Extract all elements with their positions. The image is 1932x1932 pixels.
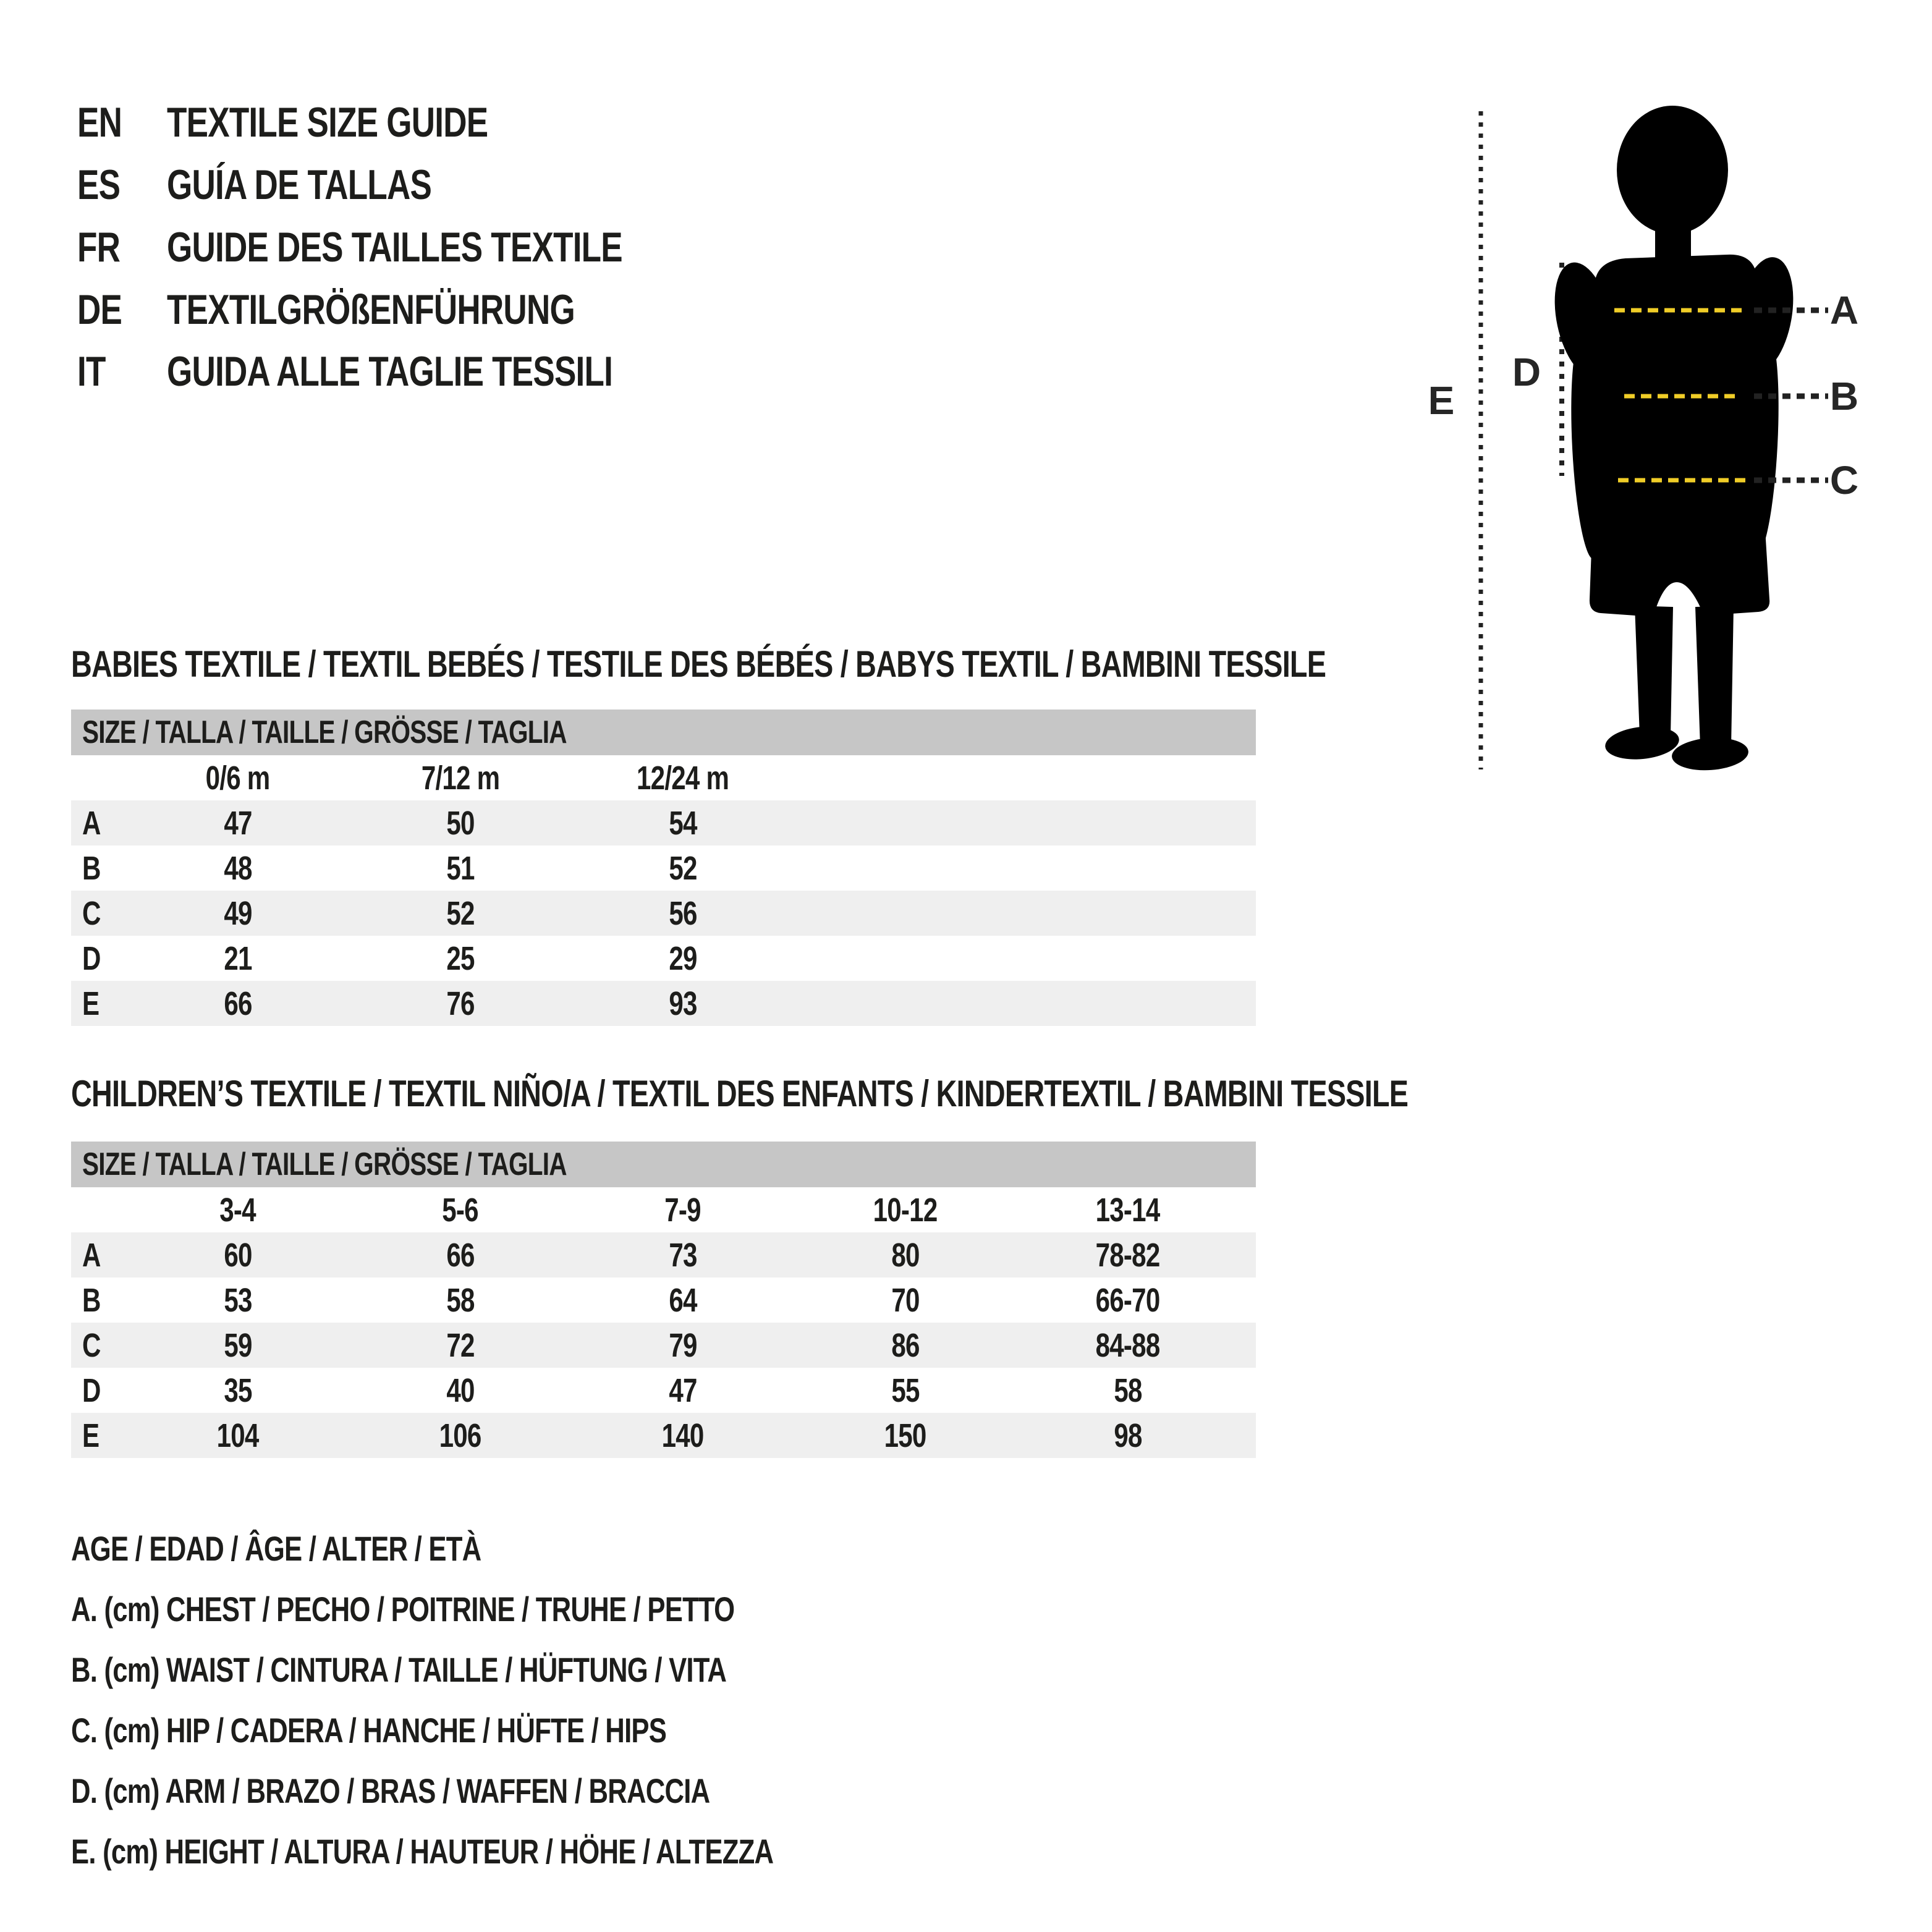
table-cell	[572, 1326, 794, 1365]
table-cell	[572, 985, 794, 1023]
table-cell	[349, 1417, 572, 1455]
cell-value: 40	[446, 1371, 475, 1409]
cell-value: 35	[224, 1371, 252, 1409]
row-label	[71, 849, 127, 888]
legend-line: C. (cm) HIP / CADERA / HANCHE / HÜFTE / HIPS	[71, 1711, 667, 1750]
row-label-text: E	[82, 985, 100, 1022]
cell-value: 79	[669, 1326, 697, 1364]
measurement-figure	[1409, 87, 1932, 803]
table-cell	[572, 849, 794, 888]
size-header-bar	[71, 1142, 1256, 1187]
cell-value: 59	[224, 1326, 252, 1364]
row-label	[71, 985, 127, 1023]
table-cell	[127, 1371, 349, 1410]
language-code: FR	[77, 224, 121, 271]
language-title: TEXTILE SIZE GUIDE	[167, 99, 488, 146]
legend-line: E. (cm) HEIGHT / ALTURA / HAUTEUR / HÖHE / ALTEZZA	[71, 1832, 774, 1871]
table-row	[71, 800, 1256, 845]
language-title: GUIDE DES TAILLES TEXTILE	[167, 224, 622, 271]
child-silhouette	[1545, 106, 1802, 773]
size-header-bar	[71, 710, 1256, 755]
table-cell	[1017, 1371, 1239, 1410]
table-column-header-row	[71, 1187, 1256, 1232]
cell-value: 98	[1114, 1417, 1142, 1454]
table-cell	[349, 1371, 572, 1410]
column-header-label: 13-14	[1096, 1191, 1160, 1229]
cell-value: 54	[669, 804, 697, 842]
language-code: IT	[77, 348, 106, 395]
table-row	[71, 891, 1256, 936]
table-row	[71, 981, 1256, 1026]
table-cell	[1017, 1417, 1239, 1455]
table-row	[71, 1277, 1256, 1323]
table-cell	[349, 939, 572, 978]
column-header	[572, 1191, 794, 1229]
row-label	[71, 804, 127, 842]
row-label-text: A	[82, 804, 101, 842]
column-header	[349, 759, 572, 797]
table-cell	[572, 804, 794, 842]
column-header-label: 10-12	[873, 1191, 938, 1229]
silhouette-right-foot	[1671, 735, 1749, 773]
cell-value: 50	[446, 804, 475, 842]
row-label	[71, 939, 127, 978]
cell-value: 84-88	[1096, 1326, 1160, 1364]
cell-value: 93	[669, 985, 697, 1022]
cell-value: 140	[662, 1417, 704, 1454]
legend-line: B. (cm) WAIST / CINTURA / TAILLE / HÜFTUNG / VITA	[71, 1650, 727, 1689]
cell-value: 150	[884, 1417, 926, 1454]
row-label-text: B	[82, 849, 101, 887]
column-header	[349, 1191, 572, 1229]
table-cell	[349, 849, 572, 888]
children-section-heading: CHILDREN’S TEXTILE / TEXTIL NIÑO/A / TEXTIL DES ENFANTS / KINDERTEXTIL / BAMBINI TESSILE	[71, 1073, 1409, 1114]
table-cell	[572, 894, 794, 933]
cell-value: 66	[224, 985, 252, 1022]
table-cell	[794, 1371, 1017, 1410]
cell-value: 25	[446, 939, 475, 977]
row-label	[71, 1371, 127, 1410]
cell-value: 52	[669, 849, 697, 887]
row-label-text: C	[82, 894, 101, 932]
cell-value: 58	[446, 1281, 475, 1319]
legend-line: D. (cm) ARM / BRAZO / BRAS / WAFFEN / BRACCIA	[71, 1771, 710, 1810]
children-size-table	[71, 1142, 1256, 1458]
column-header	[794, 1191, 1017, 1229]
figure-label-d: D	[1512, 350, 1541, 394]
figure-label-e: E	[1428, 378, 1455, 423]
language-code: EN	[77, 99, 122, 146]
cell-value: 78-82	[1096, 1236, 1160, 1274]
silhouette-torso	[1593, 255, 1761, 529]
cell-value: 56	[669, 894, 697, 932]
table-cell	[1017, 1281, 1239, 1320]
table-cell	[127, 939, 349, 978]
cell-value: 64	[669, 1281, 697, 1319]
row-label-text: A	[82, 1236, 101, 1274]
table-cell	[349, 985, 572, 1023]
silhouette-shorts	[1590, 499, 1769, 617]
cell-value: 106	[439, 1417, 481, 1454]
cell-value: 58	[1114, 1371, 1142, 1409]
cell-value: 53	[224, 1281, 252, 1319]
table-cell	[572, 1417, 794, 1455]
column-header	[127, 1191, 349, 1229]
table-cell	[127, 804, 349, 842]
cell-value: 55	[891, 1371, 920, 1409]
size-header-label: SIZE / TALLA / TAILLE / GRÖSSE / TAGLIA	[82, 714, 567, 750]
row-label	[71, 1326, 127, 1365]
cell-value: 80	[891, 1236, 920, 1274]
cell-value: 51	[446, 849, 475, 887]
language-title: GUÍA DE TALLAS	[167, 161, 432, 208]
table-cell	[794, 1417, 1017, 1455]
column-header	[1017, 1191, 1239, 1229]
row-label	[71, 1236, 127, 1274]
table-cell	[127, 894, 349, 933]
table-cell	[794, 1236, 1017, 1274]
cell-value: 47	[224, 804, 252, 842]
table-cell	[349, 1326, 572, 1365]
table-cell	[572, 1371, 794, 1410]
row-label-text: D	[82, 1371, 101, 1409]
table-cell	[127, 1281, 349, 1320]
table-row	[71, 1323, 1256, 1368]
cell-value: 29	[669, 939, 697, 977]
column-header	[572, 759, 794, 797]
cell-value: 76	[446, 985, 475, 1022]
size-header-label: SIZE / TALLA / TAILLE / GRÖSSE / TAGLIA	[82, 1146, 567, 1182]
cell-value: 21	[224, 939, 252, 977]
column-header-label: 5-6	[442, 1191, 479, 1229]
table-cell	[349, 804, 572, 842]
table-cell	[127, 1326, 349, 1365]
cell-value: 66	[446, 1236, 475, 1274]
cell-value: 70	[891, 1281, 920, 1319]
figure-label-b: B	[1829, 374, 1859, 418]
table-row	[71, 936, 1256, 981]
column-header	[127, 759, 349, 797]
table-cell	[127, 1417, 349, 1455]
table-cell	[349, 894, 572, 933]
row-label-text: B	[82, 1281, 101, 1319]
language-code: ES	[77, 161, 121, 208]
table-cell	[349, 1236, 572, 1274]
legend-line: AGE / EDAD / ÂGE / ALTER / ETÀ	[71, 1529, 481, 1568]
table-cell	[349, 1281, 572, 1320]
table-cell	[572, 1236, 794, 1274]
cell-value: 72	[446, 1326, 475, 1364]
silhouette-head	[1617, 106, 1728, 234]
table-cell	[127, 985, 349, 1023]
table-cell	[572, 939, 794, 978]
row-label	[71, 1281, 127, 1320]
language-title: TEXTILGRÖßENFÜHRUNG	[167, 286, 575, 333]
cell-value: 49	[224, 894, 252, 932]
table-row	[71, 1413, 1256, 1458]
row-label-text: E	[82, 1417, 100, 1454]
table-cell	[127, 1236, 349, 1274]
cell-value: 86	[891, 1326, 920, 1364]
cell-value: 52	[446, 894, 475, 932]
figure-label-a: A	[1829, 288, 1859, 333]
row-label-text: C	[82, 1326, 101, 1364]
table-cell	[572, 1281, 794, 1320]
column-header-label: 12/24 m	[637, 759, 729, 797]
cell-value: 104	[217, 1417, 259, 1454]
cell-value: 66-70	[1096, 1281, 1160, 1319]
table-row	[71, 1368, 1256, 1413]
table-cell	[794, 1281, 1017, 1320]
table-cell	[127, 849, 349, 888]
column-header-label: 3-4	[219, 1191, 256, 1229]
language-title: GUIDA ALLE TAGLIE TESSILI	[167, 348, 613, 395]
cell-value: 73	[669, 1236, 697, 1274]
table-cell	[1017, 1236, 1239, 1274]
language-code: DE	[77, 286, 122, 333]
cell-value: 48	[224, 849, 252, 887]
table-cell	[794, 1326, 1017, 1365]
table-row	[71, 1232, 1256, 1277]
cell-value: 60	[224, 1236, 252, 1274]
silhouette-right-leg	[1695, 606, 1734, 747]
cell-value: 47	[669, 1371, 697, 1409]
babies-section-heading: BABIES TEXTILE / TEXTIL BEBÉS / TESTILE DES BÉBÉS / BABYS TEXTIL / BAMBINI TESSILE	[71, 643, 1326, 685]
silhouette-left-leg	[1635, 606, 1673, 735]
column-header-label: 7-9	[664, 1191, 701, 1229]
table-row	[71, 845, 1256, 891]
legend-line: A. (cm) CHEST / PECHO / POITRINE / TRUHE / PETTO	[71, 1590, 735, 1629]
row-label	[71, 894, 127, 933]
row-label	[71, 1417, 127, 1455]
table-cell	[1017, 1326, 1239, 1365]
babies-size-table	[71, 710, 1256, 1026]
row-label-text: D	[82, 939, 101, 977]
column-header-label: 7/12 m	[421, 759, 500, 797]
column-header-label: 0/6 m	[206, 759, 270, 797]
table-column-header-row	[71, 755, 1256, 800]
figure-label-c: C	[1829, 458, 1859, 502]
